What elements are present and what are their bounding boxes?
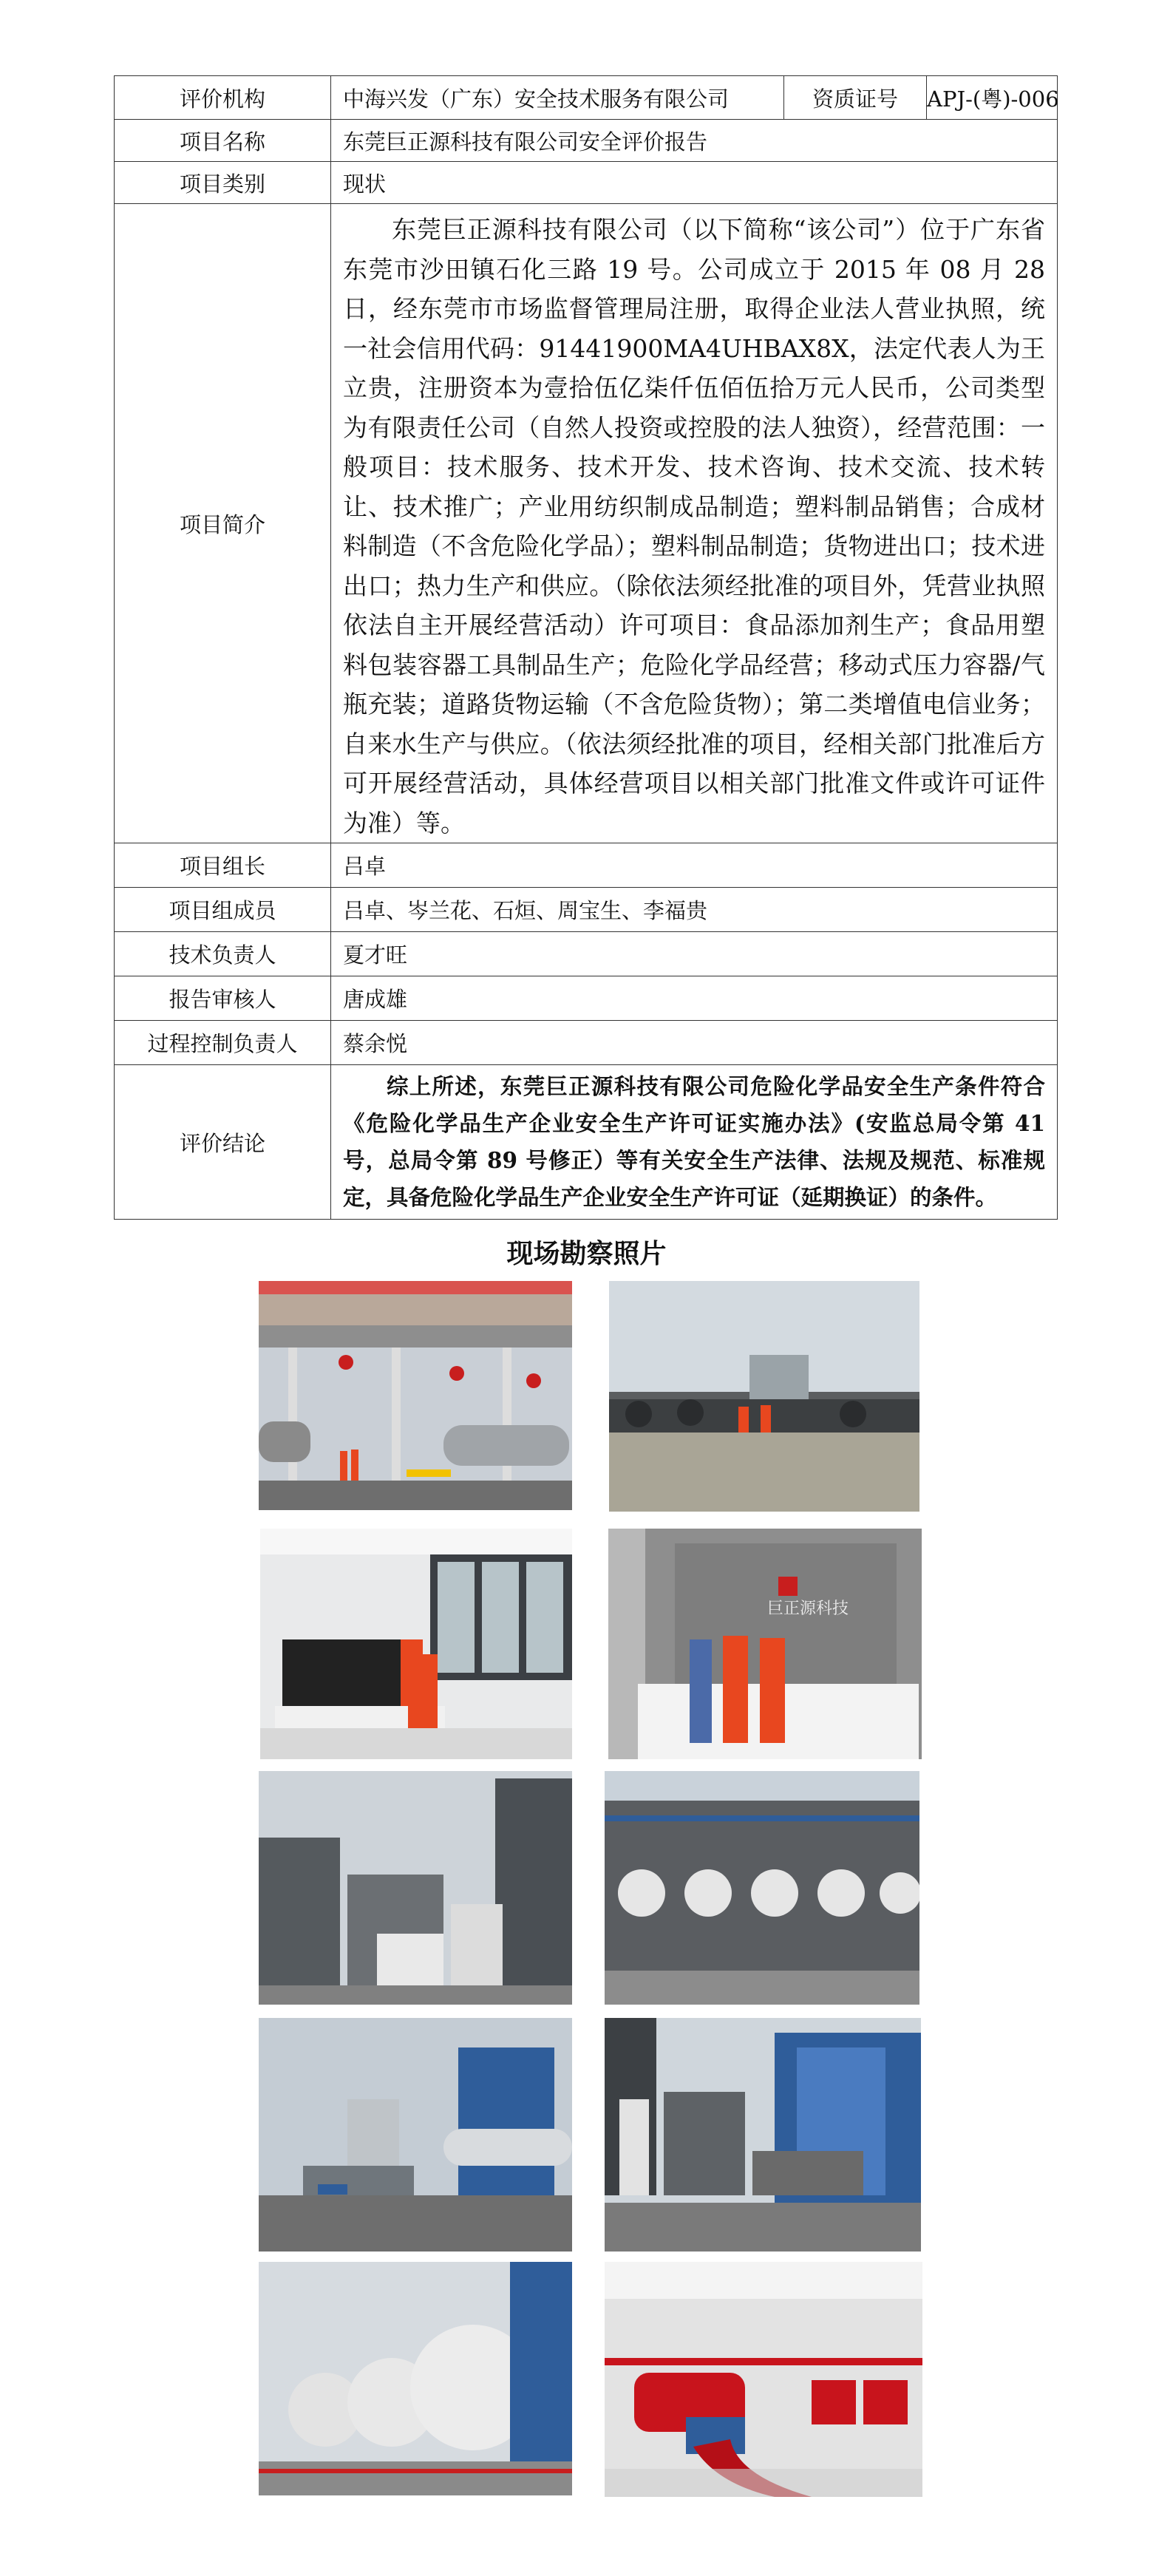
intro-label: 项目简介 xyxy=(115,204,331,843)
photo-control-room xyxy=(260,1529,572,1759)
members-value: 吕卓、岑兰花、石烜、周宝生、李福贵 xyxy=(331,888,1058,932)
photo-steel-structure xyxy=(605,2018,921,2252)
tech-label: 技术负责人 xyxy=(115,932,331,976)
photo-loading-station xyxy=(259,1281,572,1510)
process-label: 过程控制负责人 xyxy=(115,1021,331,1065)
conclusion-text: 综上所述，东莞巨正源科技有限公司危险化学品安全生产条件符合《危险化学品生产企业安全生产许可证实施办法》(安监总局令第 41 号，总局令第 89 号修正）等有关安全生产法律、法规及规范、标准规定，具备危险化学品生产企业安全生产许可证（延期换证）的条件。 xyxy=(343,1073,1045,1210)
row-tech xyxy=(115,932,1058,976)
row-intro xyxy=(115,204,1058,843)
row-process xyxy=(115,1021,1058,1065)
row-leader xyxy=(115,843,1058,888)
photo-spherical-tanks xyxy=(259,2262,572,2495)
leader-label: 项目组长 xyxy=(115,843,331,888)
conclusion-label: 评价结论 xyxy=(115,1065,331,1220)
leader-value: 吕卓 xyxy=(331,843,1058,888)
photo-process-unit xyxy=(259,2018,572,2252)
row-project-type xyxy=(115,162,1058,204)
photos-title: 现场勘察照片 xyxy=(506,1239,667,1269)
project-name-label: 项目名称 xyxy=(115,120,331,162)
project-name-value: 东莞巨正源科技有限公司安全评价报告 xyxy=(331,120,1058,162)
cert-label: 资质证号 xyxy=(784,76,927,120)
row-conclusion xyxy=(115,1065,1058,1220)
intro-text: 东莞巨正源科技有限公司（以下简称“该公司”）位于广东省东莞市沙田镇石化三路 19 号。公司成立于 2015 年 08 月 28 日，经东莞市市场监督管理局注册，取得企业法人营业执照，统一社会信用代码：91441900MA4UHBAX8X，法定代表人为王立贵，注册资本为壹拾伍亿柒仟伍佰伍拾万元人民币，公司类型为有限责任公司（自然人投资或控股的法人独资），经营范围：一般项目：技术服务、技术开发、技术咨询、技术交流、技术转让、技术推广；产业用纺织制成品制造；塑料制品销售；合成材料制造（不含危险化学品）；塑料制品制造；货物进出口；技术进出口；热力生产和供应。（除依法须经批准的项目外，凭营业执照依法自主开展经营活动）许可项目：食品添加剂生产；食品用塑料包装容器工具制品生产；危险化学品经营；移动式压力容器/气瓶充装；道路货物运输（不含危险货物）；第二类增值电信业务；自来水生产与供应。（依法须经批准的项目，经相关部门批准后方可开展经营活动，具体经营项目以相关部门批准文件或许可证件为准）等。 xyxy=(343,215,1045,837)
photo-pump-room xyxy=(605,2262,922,2497)
photo-storage-yard xyxy=(609,1281,919,1512)
reviewer-label: 报告审核人 xyxy=(115,976,331,1021)
tech-value: 夏才旺 xyxy=(331,932,1058,976)
org-value: 中海兴发（广东）安全技术服务有限公司 xyxy=(331,76,784,120)
project-type-label: 项目类别 xyxy=(115,162,331,204)
project-type-value: 现状 xyxy=(331,162,1058,204)
row-reviewer xyxy=(115,976,1058,1021)
reviewer-value: 唐成雄 xyxy=(331,976,1058,1021)
members-label: 项目组成员 xyxy=(115,888,331,932)
photo-lobby xyxy=(608,1529,922,1759)
row-project-name xyxy=(115,120,1058,162)
row-org xyxy=(115,76,1058,120)
org-label: 评价机构 xyxy=(115,76,331,120)
cert-value: APJ-(粤)-006 xyxy=(927,76,1058,120)
photo-silos xyxy=(259,1771,572,2005)
logo-wall-text: 巨正源科技 xyxy=(767,1600,849,1618)
row-members xyxy=(115,888,1058,932)
photo-tank-row xyxy=(605,1771,919,2005)
evaluation-info-table xyxy=(114,75,1058,1220)
process-value: 蔡余悦 xyxy=(331,1021,1058,1065)
